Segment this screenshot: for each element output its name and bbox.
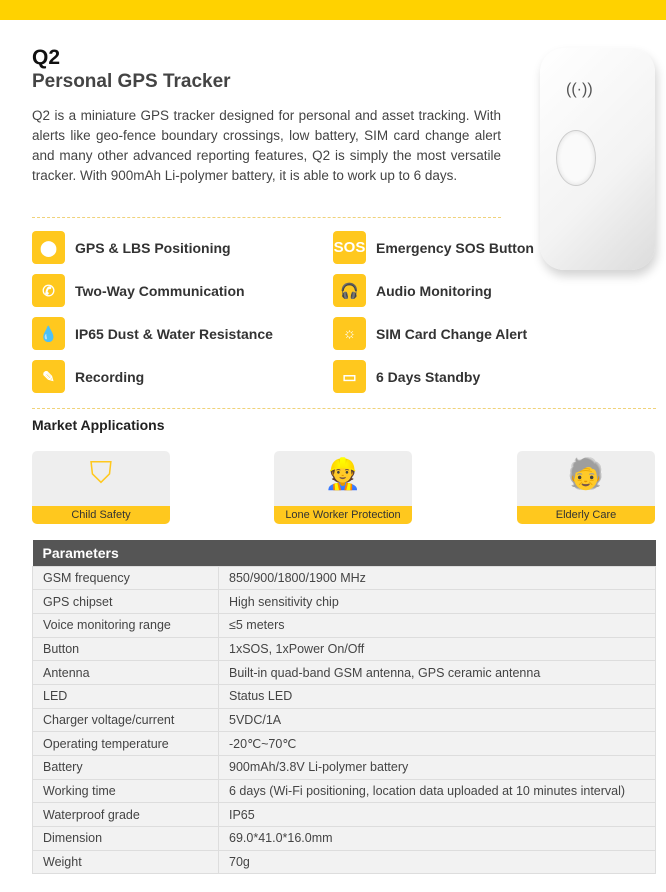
- parameter-value: Built-in quad-band GSM antenna, GPS ceramic antenna: [219, 661, 656, 685]
- parameter-value: 70g: [219, 850, 656, 874]
- feature-label: Recording: [75, 368, 145, 385]
- table-row: [33, 779, 656, 803]
- table-row: [33, 732, 656, 756]
- pen-icon: ✎: [32, 360, 65, 393]
- table-row: [33, 637, 656, 661]
- table-row: [33, 803, 656, 827]
- parameter-value: 900mAh/3.8V Li-polymer battery: [219, 756, 656, 780]
- table-row: [33, 756, 656, 780]
- parameter-name: Weight: [33, 850, 219, 874]
- feature-item: [32, 360, 144, 393]
- feature-item: [32, 317, 273, 350]
- parameter-value: 1xSOS, 1xPower On/Off: [219, 637, 656, 661]
- parameter-value: ≤5 meters: [219, 613, 656, 637]
- worker-icon: 👷: [324, 458, 362, 491]
- feature-label: GPS & LBS Positioning: [75, 239, 231, 256]
- table-row: [33, 613, 656, 637]
- market-application-label: Child Safety: [32, 506, 170, 524]
- market-application-card: [517, 451, 655, 524]
- feature-label: 6 Days Standby: [376, 368, 481, 385]
- parameter-name: GPS chipset: [33, 590, 219, 614]
- market-applications-title: Market Applications: [32, 417, 165, 433]
- headphones-icon: 🎧: [333, 274, 366, 307]
- parameter-name: Charger voltage/current: [33, 708, 219, 732]
- table-row: [33, 827, 656, 851]
- sim-alert-icon: ☼: [333, 317, 366, 350]
- feature-item: [32, 274, 245, 307]
- sos-button-image: [556, 130, 596, 186]
- water-drop-icon: 💧: [32, 317, 65, 350]
- wifi-icon: ((·)): [566, 81, 593, 98]
- battery-icon: ▭: [333, 360, 366, 393]
- parameter-name: Voice monitoring range: [33, 613, 219, 637]
- parameter-name: LED: [33, 684, 219, 708]
- market-application-label: Lone Worker Protection: [274, 506, 412, 524]
- parameter-name: Waterproof grade: [33, 803, 219, 827]
- parameters-table: [32, 540, 656, 874]
- market-application-label: Elderly Care: [517, 506, 655, 524]
- parameter-name: Operating temperature: [33, 732, 219, 756]
- table-row: [33, 590, 656, 614]
- sos-icon: SOS: [333, 231, 366, 264]
- feature-item: [333, 231, 534, 264]
- parameter-name: Dimension: [33, 827, 219, 851]
- feature-label: IP65 Dust & Water Resistance: [75, 325, 273, 342]
- parameter-name: Button: [33, 637, 219, 661]
- feature-item: [32, 231, 231, 264]
- feature-label: Audio Monitoring: [376, 282, 492, 299]
- parameter-value: High sensitivity chip: [219, 590, 656, 614]
- parameters-header: Parameters: [33, 540, 656, 566]
- parameter-value: -20℃~70℃: [219, 732, 656, 756]
- parameter-value: 69.0*41.0*16.0mm: [219, 827, 656, 851]
- feature-item: [333, 317, 527, 350]
- table-row: [33, 684, 656, 708]
- table-row: [33, 661, 656, 685]
- parameter-value: 5VDC/1A: [219, 708, 656, 732]
- parameter-name: GSM frequency: [33, 566, 219, 590]
- location-pin-icon: ⬤: [32, 231, 65, 264]
- product-model: Q2: [32, 46, 61, 69]
- divider: [32, 217, 501, 218]
- market-application-card: [32, 451, 170, 524]
- divider: [32, 408, 656, 409]
- table-row: [33, 566, 656, 590]
- product-subtitle: Personal GPS Tracker: [32, 71, 231, 92]
- parameter-value: 850/900/1800/1900 MHz: [219, 566, 656, 590]
- feature-label: Emergency SOS Button: [376, 239, 534, 256]
- table-row: [33, 708, 656, 732]
- feature-label: Two-Way Communication: [75, 282, 245, 299]
- device-image: [540, 48, 655, 270]
- market-application-card: [274, 451, 412, 524]
- parameter-name: Battery: [33, 756, 219, 780]
- table-row: [33, 850, 656, 874]
- product-description: Q2 is a miniature GPS tracker designed for personal and asset tracking. With alerts like geo-fence boundary crossings, low battery, SIM card change alert and many other advanced reporting features, Q2 is simply the most versatile tracker. With 900mAh Li-polymer battery, it is able to work up to 6 days.: [32, 108, 501, 183]
- parameter-value: 6 days (Wi-Fi positioning, location data uploaded at 10 minutes interval): [219, 779, 656, 803]
- feature-item: [333, 360, 480, 393]
- child-shield-icon: ⛉: [89, 457, 113, 490]
- phone-call-icon: ✆: [32, 274, 65, 307]
- parameter-value: Status LED: [219, 684, 656, 708]
- elderly-icon: 🧓: [567, 458, 605, 491]
- top-banner: [0, 0, 666, 20]
- feature-item: [333, 274, 492, 307]
- parameter-name: Working time: [33, 779, 219, 803]
- feature-label: SIM Card Change Alert: [376, 325, 528, 342]
- parameter-name: Antenna: [33, 661, 219, 685]
- parameter-value: IP65: [219, 803, 656, 827]
